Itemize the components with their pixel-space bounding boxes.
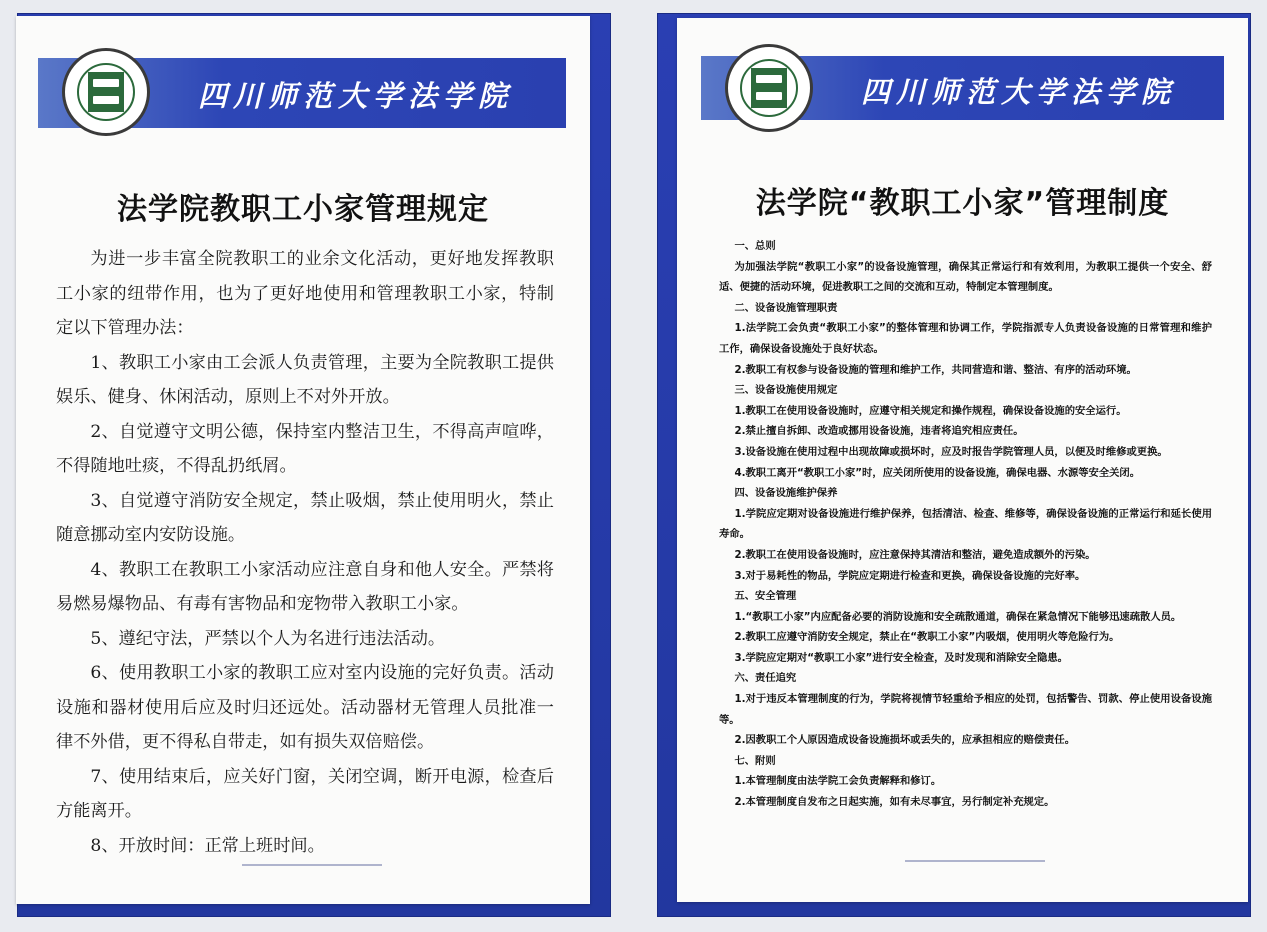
clause-item: 3.设备设施在使用过程中出现故障或损坏时，应及时报告学院管理人员，以便及时维修或更换。 xyxy=(734,445,1168,458)
clause-item: 2.因教职工个人原因造成设备设施损坏或丢失的，应承担相应的赔偿责任。 xyxy=(734,734,1076,747)
clause-item: 1.对于违反本管理制度的行为，学院将视情节轻重给予相应的处罚，包括警告、罚款、停止使用设备设施等。 xyxy=(719,693,1212,726)
rule-item: 2、自觉遵守文明公德，保持室内整洁卫生，不得高声喧哗，不得随地吐痰，不得乱扔纸屑。 xyxy=(56,421,554,476)
university-seal-icon xyxy=(725,44,813,132)
footer-divider xyxy=(905,860,1045,862)
clause-item: 2.教职工应遵守消防安全规定，禁止在“教职工小家”内吸烟，使用明火等危险行为。 xyxy=(734,631,1120,644)
document-body xyxy=(719,236,1212,813)
clause-item: 2.禁止擅自拆卸、改造或挪用设备设施，违者将追究相应责任。 xyxy=(734,425,1024,438)
clause-item: 1.“教职工小家”内应配备必要的消防设施和安全疏散通道，确保在紧急情况下能够迅速疏散人员。 xyxy=(734,610,1182,623)
header-text: 四川师范大学法学院 xyxy=(861,75,1177,109)
rule-item: 1、教职工小家由工会派人负责管理，主要为全院教职工提供娱乐、健身、休闲活动，原则上不对外开放。 xyxy=(56,352,554,407)
section-heading: 五、安全管理 xyxy=(734,590,797,603)
clause-item: 2.本管理制度自发布之日起实施，如有未尽事宜，另行制定补充规定。 xyxy=(734,796,1055,809)
notice-sheet-right xyxy=(677,18,1248,902)
university-seal-icon xyxy=(62,48,150,136)
rule-item: 4、教职工在教职工小家活动应注意自身和他人安全。严禁将易燃易爆物品、有毒有害物品和宠物带入教职工小家。 xyxy=(56,559,554,614)
document-title: 法学院教职工小家管理规定 xyxy=(117,192,489,227)
clause-item: 1.学院应定期对设备设施进行维护保养，包括清洁、检查、维修等，确保设备设施的正常运行和延长使用寿命。 xyxy=(719,507,1212,541)
section-heading: 二、设备设施管理职责 xyxy=(734,301,838,314)
clause-item: 2.教职工在使用设备设施时，应注意保持其清洁和整洁，避免造成额外的污染。 xyxy=(734,548,1096,561)
section-heading: 一、总则 xyxy=(734,240,776,252)
rule-item: 6、使用教职工小家的教职工应对室内设施的完好负责。活动设施和器材使用后应及时归还远处。活动器材无管理人员批准一律不外借，更不得私自带走，如有损失双倍赔偿。 xyxy=(56,663,554,752)
clause-item: 2.教职工有权参与设备设施的管理和维护工作，共同营造和谐、整洁、有序的活动环境。 xyxy=(734,363,1137,376)
document-body xyxy=(56,242,554,863)
section-heading: 四、设备设施维护保养 xyxy=(734,487,838,500)
rule-item: 7、使用结束后，应关好门窗，关闭空调，断开电源，检查后方能离开。 xyxy=(56,766,554,821)
intro-paragraph: 为进一步丰富全院教职工的业余文化活动，更好地发挥教职工小家的纽带作用，也为了更好地使用和管理教职工小家，特制定以下管理办法： xyxy=(56,249,554,338)
rule-item: 3、自觉遵守消防安全规定，禁止吸烟，禁止使用明火，禁止随意挪动室内安防设施。 xyxy=(56,490,554,545)
notice-sheet-left xyxy=(16,16,590,904)
rule-item: 8、开放时间：正常上班时间。 xyxy=(90,835,325,856)
section-heading: 三、设备设施使用规定 xyxy=(734,384,838,397)
header-text: 四川师范大学法学院 xyxy=(198,79,514,113)
section-heading: 七、附则 xyxy=(734,754,776,767)
document-title: 法学院“教职工小家”管理制度 xyxy=(755,186,1170,221)
footer-divider xyxy=(242,864,382,866)
clause-item: 为加强法学院“教职工小家”的设备设施管理，确保其正常运行和有效利用，为教职工提供一个安全、舒适、便捷的活动环境，促进教职工之间的交流和互动，特制定本管理制度。 xyxy=(719,260,1212,294)
clause-item: 1.本管理制度由法学院工会负责解释和修订。 xyxy=(734,775,942,788)
clause-item: 1.法学院工会负责“教职工小家”的整体管理和协调工作，学院指派专人负责设备设施的日常管理和维护工作，确保设备设施处于良好状态。 xyxy=(719,322,1212,355)
rule-item: 5、遵纪守法，严禁以个人为名进行违法活动。 xyxy=(90,628,446,649)
clause-item: 3.对于易耗性的物品，学院应定期进行检查和更换，确保设备设施的完好率。 xyxy=(734,569,1086,582)
clause-item: 4.教职工离开“教职工小家”时，应关闭所使用的设备设施，确保电器、水源等安全关闭。 xyxy=(734,466,1141,479)
section-heading: 六、责任追究 xyxy=(734,672,797,685)
clause-item: 1.教职工在使用设备设施时，应遵守相关规定和操作规程，确保设备设施的安全运行。 xyxy=(734,404,1127,417)
clause-item: 3.学院应定期对“教职工小家”进行安全检查，及时发现和消除安全隐患。 xyxy=(734,651,1068,664)
